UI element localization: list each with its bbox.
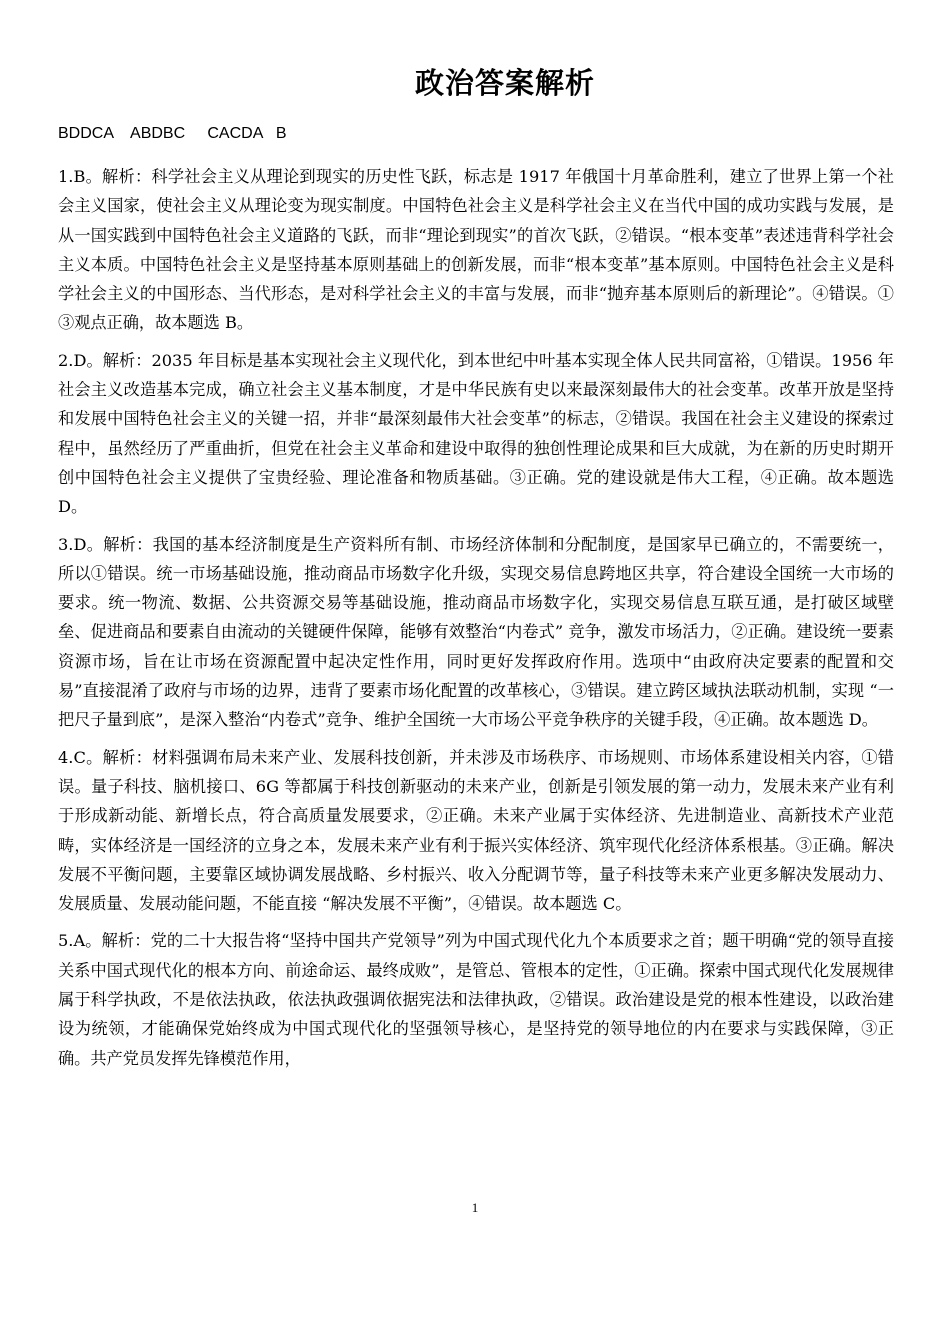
explanation-paragraph: 5.A。解析：党的二十大报告将“坚持中国共产党领导”列为中国式现代化九个本质要求之首；题干明确“党的领导直接关系中国式现代化的根本方向、前途命运、最终成败”，是管总、管根本的定性，①正确。探索中国式现代化发展规律属于科学执政，不是依法执政，依法执政强调依据宪法和法律执政，②错误。政治建设是党的根本性建设，以政治建设为统领，才能确保党始终成为中国式现代化的坚强领导核心，是坚持党的领导地位的内在要求与实践保障，③正确。共产党员发挥先锋模范作用， bbox=[58, 931, 894, 1068]
explanation-paragraph: 2.D。解析：2035 年目标是基本实现社会主义现代化，到本世纪中叶基本实现全体人民共同富裕，①错误。1956 年社会主义改造基本完成，确立社会主义基本制度，才是中华民族有史以来最深刻最伟大的社会变革。改革开放是坚持和发展中国特色社会主义的关键一招，并非“最深刻最伟大社会变革”的标志，②错误。我国在社会主义建设的探索过程中，虽然经历了严重曲折，但党在社会主义革命和建设中取得的独创性理论成果和巨大成就，为在新的历史时期开创中国特色社会主义提供了宝贵经验、理论准备和物质基础。③正确。党的建设就是伟大工程，④正确。故本题选 D。 bbox=[58, 350, 894, 517]
page-number: 1 bbox=[471, 1200, 479, 1215]
explanation-paragraph: 4.C。解析：材料强调布局未来产业、发展科技创新，并未涉及市场秩序、市场规则、市场体系建设相关内容，①错误。量子科技、脑机接口、6G 等都属于科技创新驱动的未来产业，创新是引领发展的第一动力，发展未来产业有利于形成新动能、新增长点，符合高质量发展要求，②正确。未来产业属于实体经济、先进制造业、高新技术产业范畴，实体经济是一国经济的立身之本，发展未来产业有利于振兴实体经济、筑牢现代化经济体系根基。③正确。解决发展不平衡问题，主要靠区域协调发展战略、乡村振兴、收入分配调节等，量子科技等未来产业更多解决发展动力、发展质量、发展动能问题，不能直接 “解决发展不平衡”，④错误。故本题选 C。 bbox=[58, 747, 894, 914]
explanation-list bbox=[58, 162, 894, 1081]
explanation-paragraph: 1.B。解析：科学社会主义从理论到现实的历史性飞跃，标志是 1917 年俄国十月革命胜利，建立了世界上第一个社会主义国家，使社会主义从理论变为现实制度。中国特色社会主义是科学社会主义在当代中国的成功实践与发展，是从一国实践到中国特色社会主义道路的飞跃，而非“理论到现实”的首次飞跃，②错误。“根本变革”表述违背科学社会主义本质。中国特色社会主义是坚持基本原则基础上的创新发展，而非“根本变革”基本原则。中国特色社会主义是科学社会主义的中国形态、当代形态，是对科学社会主义的丰富与发展，而非“抛弃基本原则后的新理论”。④错误。①③观点正确，故本题选 B。 bbox=[58, 167, 894, 333]
document-title: 政治答案解析 bbox=[414, 66, 595, 100]
answer-key: BDDCA ABDBC CACDA B bbox=[58, 125, 287, 142]
explanation-paragraph: 3.D。解析：我国的基本经济制度是生产资料所有制、市场经济体制和分配制度，是国家早已确立的，不需要统一，所以①错误。统一市场基础设施，推动商品市场数字化升级，实现交易信息跨地区共享，符合建设全国统一大市场的要求。统一物流、数据、公共资源交易等基础设施，推动商品市场数字化，实现交易信息互联互通，是打破区域壁垒、促进商品和要素自由流动的关键硬件保障，能够有效整治“内卷式” 竞争，激发市场活力，②正确。建设统一要素资源市场，旨在让市场在资源配置中起决定性作用，同时更好发挥政府作用。选项中“由政府决定要素的配置和交易”直接混淆了政府与市场的边界，违背了要素市场化配置的改革核心，③错误。建立跨区域执法联动机制，实现 “一把尺子量到底”，是深入整治“内卷式”竞争、维护全国统一大市场公平竞争秩序的关键手段，④正确。故本题选 D。 bbox=[58, 534, 894, 730]
